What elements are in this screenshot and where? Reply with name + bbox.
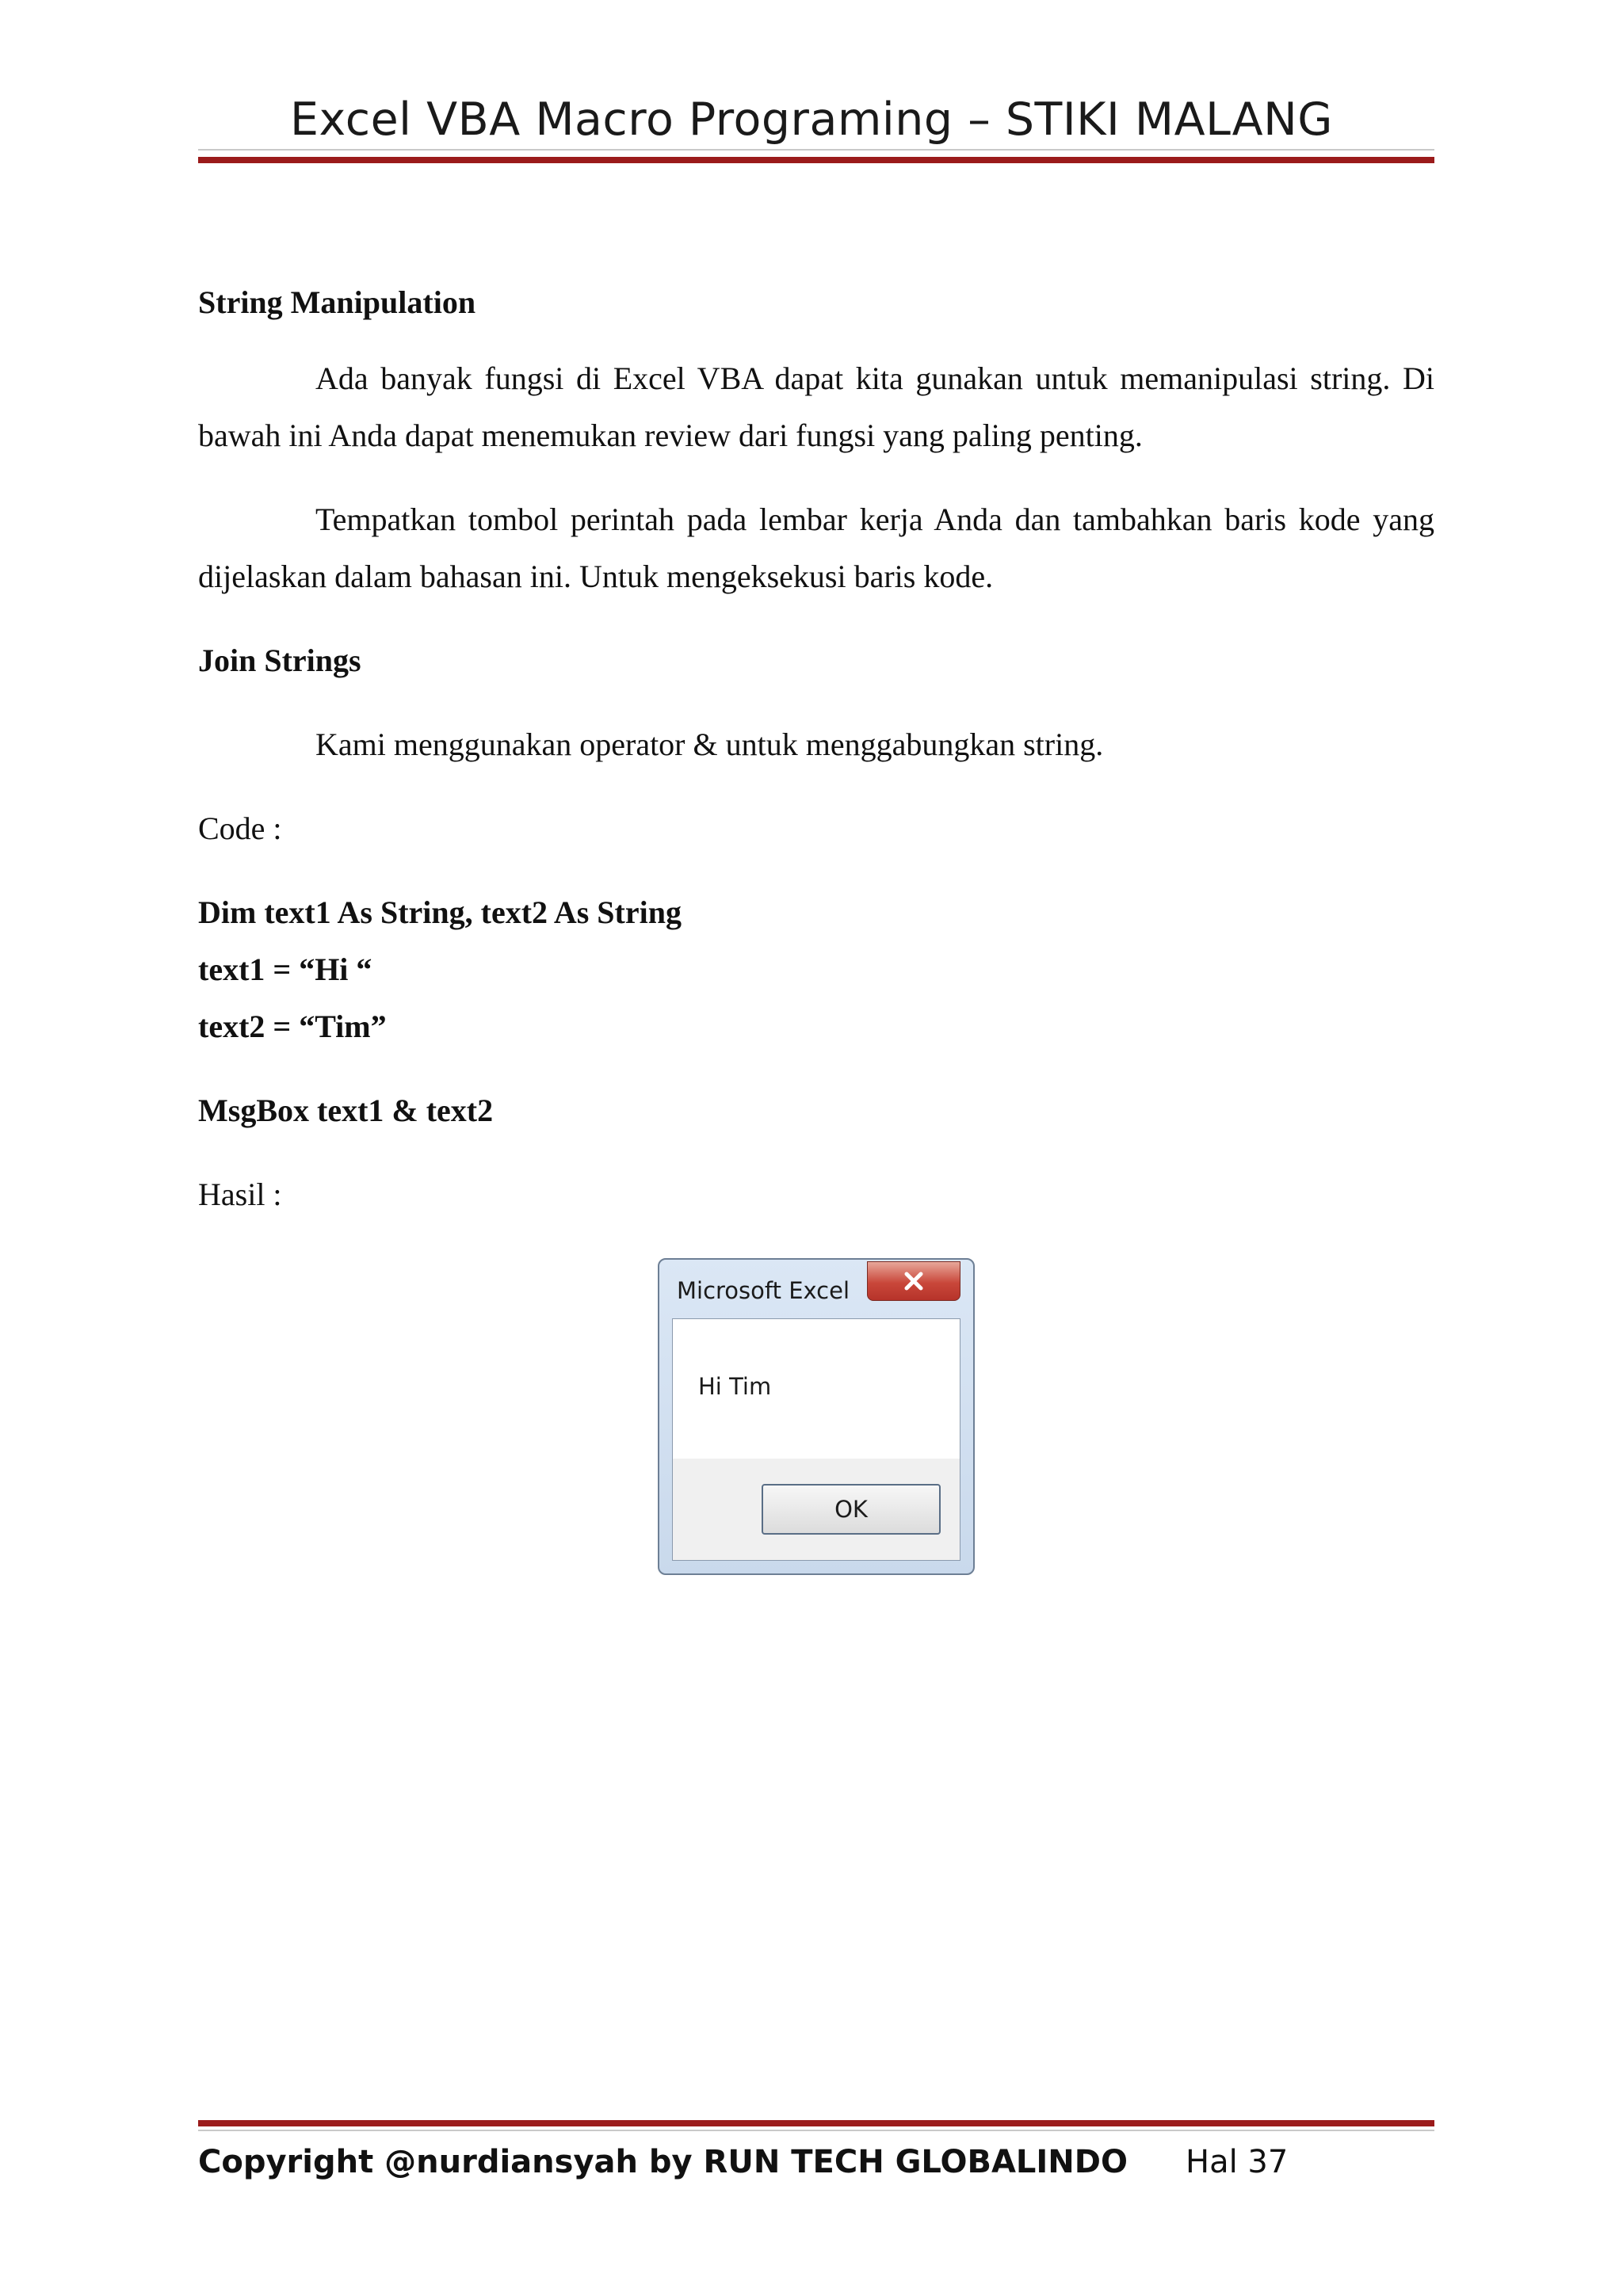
code-label: Code : bbox=[198, 810, 282, 846]
dialog-message-area bbox=[673, 1319, 960, 1459]
header-rule-thin bbox=[198, 149, 1434, 151]
footer-page-number: Hal 37 bbox=[1186, 2144, 1289, 2180]
paragraph-intro: Ada banyak fungsi di Excel VBA dapat kita gunakan untuk memanipulasi string. Di bawah ini Anda dapat menemukan review dari fungsi yang paling penting. bbox=[198, 360, 1434, 453]
close-icon bbox=[902, 1271, 926, 1291]
heading-join-strings: Join Strings bbox=[198, 643, 361, 678]
code-line-4: MsgBox text1 & text2 bbox=[198, 1093, 494, 1128]
footer-rule-thick bbox=[198, 2120, 1434, 2126]
msgbox-dialog bbox=[658, 1258, 975, 1575]
footer-copyright: Copyright @nurdiansyah by RUN TECH GLOBALINDO bbox=[198, 2144, 1128, 2180]
header-rule-thick bbox=[198, 157, 1434, 163]
ok-button[interactable]: OK bbox=[762, 1484, 941, 1535]
page-header-title: Excel VBA Macro Programing – STIKI MALANG bbox=[290, 93, 1333, 146]
dialog-title: Microsoft Excel bbox=[677, 1277, 850, 1304]
result-label: Hasil : bbox=[198, 1177, 282, 1212]
dialog-client-area bbox=[672, 1318, 960, 1561]
code-line-1: Dim text1 As String, text2 As String bbox=[198, 894, 682, 930]
code-line-3: text2 = “Tim” bbox=[198, 1009, 387, 1044]
code-line-2: text1 = “Hi “ bbox=[198, 952, 372, 987]
dialog-close-button[interactable] bbox=[867, 1261, 960, 1301]
footer-rule-thin bbox=[198, 2130, 1434, 2131]
paragraph-join-description: Kami menggunakan operator & untuk menggabungkan string. bbox=[315, 727, 1104, 762]
heading-string-manipulation: String Manipulation bbox=[198, 284, 476, 320]
dialog-message: Hi Tim bbox=[698, 1373, 772, 1400]
paragraph-instructions: Tempatkan tombol perintah pada lembar kerja Anda dan tambahkan baris kode yang dijelaskan dalam bahasan ini. Untuk mengeksekusi baris kode. bbox=[198, 502, 1434, 594]
